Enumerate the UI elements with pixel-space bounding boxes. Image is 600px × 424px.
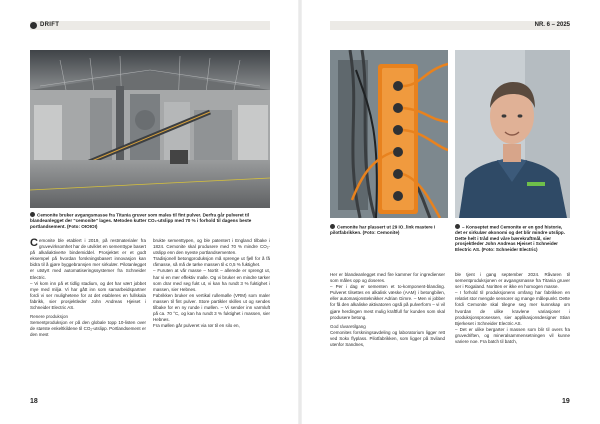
article-paragraph: – Furuten at vår masse – Nortit – allerede er sprengt ut, har vi en mer effektiv malle. Og vi bruker en mindre tørker som drar med seg fukt ut, vi kan ha rundt 3 % fuktighet i massen, sier Hebnes.: [153, 268, 270, 292]
dropcap: C: [30, 237, 38, 249]
io-link-illustration: [330, 50, 448, 218]
issue-label: NR. 6 – 2025: [534, 22, 570, 28]
article-paragraph: Tradisjonell betongproduksjon må sprenge ut fjell for å få råmasse, så må de tørke massen til ≤ 0,5 % fuktighet.: [153, 256, 270, 268]
left-column-2: [153, 238, 270, 329]
article-paragraph: brukte sementtypen, og ble patentert i England tilbake i 1824. Cemonite skal produsere med 70 % mindre CO₂-utslipp enn den nyeste portlandsementen.: [153, 238, 270, 256]
factory-photo-caption: [30, 212, 270, 229]
camera-icon: [330, 224, 335, 229]
portrait-photo: [455, 50, 570, 218]
header-bar-left: [30, 21, 270, 30]
article-paragraph: – Vi kom inn på et tidlig stadium, og det har vært jobbet mye med miljø. Vi har gått inn som samarbeidspartner fordi vi ser mulighetene for at det etableres en fullskala fabrikk, sier prosjektleder John Andreas Hjeiset i Schneider Electric AS.: [30, 280, 146, 311]
io-link-caption: [330, 224, 450, 236]
article-paragraph: Her er blandeanlegget med fire kammer for ingredienser som måles opp og doseres.: [330, 272, 445, 284]
factory-hall-illustration: [30, 50, 270, 208]
subheading: God rávaretilgang: [330, 323, 366, 329]
caption-text: – Konseptet med Cemonite er en god historie, det er sirkulær økonomi og det blir mindre utslipp. Dette helt i tråd med våre bærekraftmål, sier prosjektleder John Andreas Hjeiset i Schneider Electric AS. (Foto: Schneider Electric): [455, 224, 566, 252]
caption-text: Cemonite bruker avgangsmasse fra Titania gruver som males til fint pulver. Derfra går pulveret til blandeanlegget der "cemonite" lages. Metoden kutter CO₂-utslipp med 70 % i forhold til dagens beste portlandsement. (Foto: OIOIOI): [30, 212, 252, 229]
article-paragraph: ble tjent i gang september 2024. Råvaren til sementproduksjonen er avgangsmasse fra Titania gruver ser i Rogaland. Noritten er ikke en homogen masse.: [455, 272, 570, 290]
article-paragraph: Cemonites forskningsavdeling og laboratorium ligger rett ved Sokx flyplass. Pilotfabrikken, som ligger på Sviland utenfor Sandnes,: [330, 329, 445, 348]
subheading: Renere produksjon: [30, 314, 69, 320]
article-paragraph: – Det er ulike bergarter i massen som blir til overs fra gruvedriften, og mineralsammensetningen vil kunne variere noe. Fra batch til batch,: [455, 326, 570, 345]
right-column-2: [455, 272, 570, 345]
factory-hall-photo: [30, 50, 270, 208]
left-column-1: [30, 238, 146, 339]
camera-icon: [455, 224, 460, 229]
article-lead: emonite ble etablert i 2019, på restmaterialer fra gruvevirksomhet har de utviklet en sementtype basert på alkaliaktiverte bindemiddel. Prosjektet er et godt eksempel på hvordan forskningsbasert innovasjon kan bidra til å gjøre byggebransjen mer sirkulær. Pilotanlegget er utstyrt med automatiseringssystemer fra Schneider Electric.: [30, 238, 146, 280]
right-column-1: [330, 272, 445, 348]
portrait-illustration: [455, 50, 570, 218]
page-number-right: 19: [562, 398, 570, 405]
article-paragraph: Fra møllen går pulveret via rør til en silo en,: [153, 323, 240, 329]
section-dot-icon: [30, 22, 37, 29]
article-paragraph: Fabrikken bruker en vertikal rullemølle (VRM) som maler massen til fint pulver. Store partikler skilles ut og sendes tilbake for en ny runde i møllen. – Vi sender inn varmluft på ca. 70 °C, og kan ha rundt 3 % fuktighet i massen, sier Hebnes.: [153, 292, 270, 323]
article-paragraph: Sementproduksjon er på den globale topp 10-listen over de største enkeltkildene til CO₂-utslipp. Portlandsement er den mest: [30, 320, 146, 338]
section-label: DRIFT: [40, 22, 60, 28]
camera-icon: [30, 212, 35, 217]
caption-text: Cemonite har plassert ut 29 IO_link mastere i pilotfabrikken. (Foto: Cemonite): [330, 224, 436, 235]
page-number-left: 18: [30, 398, 38, 405]
article-paragraph: – I forhold til produksjonens omfang har fabrikken en relativt stor mengde sensorer og mange målepunkt. Dette fordi Cemonite skal tilegne seg mer kunnskap om hvordan de ulike kravlene variasjoner i produksjonsprosessen, sier applikasjonsdesigner Stian Bjerkeset i Schneider Electric AS.: [455, 290, 570, 326]
io-link-photo: [330, 50, 448, 218]
portrait-caption: [455, 224, 570, 252]
article-paragraph: – Per i dag er sementen et to-komponent-blanding. Pulveret tilsettes en alkalisk væske (AAM) i betongbilen, eller automasjonsteknikker Adrian Gimre. – Men vi jobber for få den alkaliske aktivatoren også på pulverform – vi vil gjøre herdingen mest mulig kraftfull for kunden som skal produsere betong.: [330, 284, 445, 320]
spine-gutter: [298, 0, 302, 424]
